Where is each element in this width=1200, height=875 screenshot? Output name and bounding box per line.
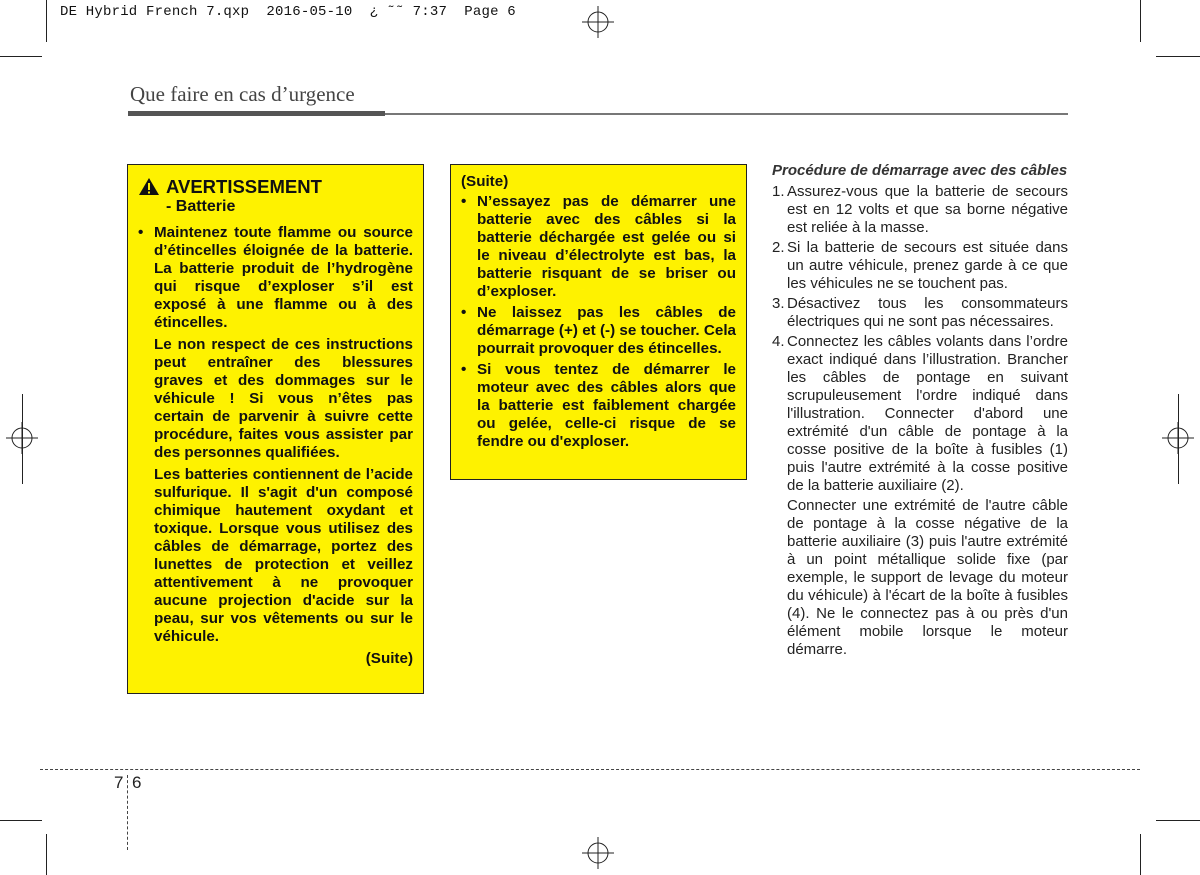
step-number: 3. xyxy=(772,295,785,312)
crop-mark xyxy=(22,394,23,484)
continued-label: (Suite) xyxy=(461,173,509,190)
procedure-step xyxy=(772,183,1068,237)
step-text: Désactivez tous les consommateurs électriques qui ne sont pas nécessaires. xyxy=(787,295,1068,330)
crop-mark xyxy=(46,834,47,875)
title-rule xyxy=(128,111,385,116)
crop-mark xyxy=(1156,820,1200,821)
crop-mark xyxy=(1178,394,1179,484)
crop-mark xyxy=(1156,56,1200,57)
warning-box-continued xyxy=(450,164,747,480)
warning-title: AVERTISSEMENT xyxy=(166,175,322,197)
step-number: 2. xyxy=(772,239,785,256)
warning-box xyxy=(127,164,424,694)
print-slug: DE Hybrid French 7.qxp 2016-05-10 ¿ ˜˜ 7:37 Page 6 xyxy=(60,4,516,20)
page-number: 6 xyxy=(132,773,142,792)
step-text: Connectez les câbles volants dans l’ordre exact indiqué dans l’illustration. Brancher les câbles de pontage en suivant scrupuleusement l'ordre indiqué dans l'illustration. Connecter d'abord une extrémité d'un câble de pontage à la cosse positive de la boîte à fusibles (1) puis l'autre extrémité à la cosse positive de la batterie auxiliaire (2). xyxy=(787,333,1068,494)
procedure-title: Procédure de démarrage avec des câbles xyxy=(772,162,1068,179)
section-title: Que faire en cas d’urgence xyxy=(130,82,355,106)
registration-mark-icon xyxy=(582,837,614,869)
warning-heading xyxy=(138,177,413,196)
step-paragraph: Connecter une extrémité de l'autre câble de pontage à la cosse négative de la batterie auxiliaire (3) puis l'autre extrémité à un point métallique solide fixe (par exemple, le support de levage du moteur du véhicule) à l'écart de la boîte à fusibles (4). Ne le connectez pas à ou près d'un élément mobile lorsque le moteur démarre. xyxy=(787,497,1068,658)
warning-bullet: • Si vous tentez de démarrer le moteur avec des câbles alors que la batterie est faiblement chargée ou gelée, celle-ci risque de se fendre ou d'exploser. xyxy=(461,361,736,451)
procedure-section xyxy=(772,162,1068,659)
step-text: Assurez-vous que la batterie de secours est en 12 volts et que sa borne négative est reliée à la masse. xyxy=(787,183,1068,236)
continued-label: (Suite) xyxy=(365,650,413,667)
warning-paragraph: Le non respect de ces instructions peut entraîner des blessures graves et des dommages sur le véhicule ! Si vous n’êtes pas certain de parvenir à suivre cette procédure, faites vous assister par des personnes qualifiées. xyxy=(154,336,413,461)
warning-bullet: • Ne laissez pas les câbles de démarrage (+) et (-) se toucher. Cela pourrait provoquer des étincelles. xyxy=(461,304,736,358)
crop-mark xyxy=(1140,0,1141,42)
crop-mark xyxy=(0,820,42,821)
registration-mark-icon xyxy=(582,6,614,38)
warning-bullet: • Maintenez toute flamme ou source d’étincelles éloignée de la batterie. La batterie produit de l’hydrogène qui risque d’exploser s’il est exposé à une flamme ou à des étincelles. xyxy=(138,224,413,332)
procedure-step xyxy=(772,239,1068,293)
step-number: 4. xyxy=(772,333,785,350)
warning-subtitle: - Batterie xyxy=(166,198,236,215)
crop-mark xyxy=(1140,834,1141,875)
footer-divider xyxy=(127,775,128,850)
step-number: 1. xyxy=(772,183,785,200)
crop-mark xyxy=(46,0,47,42)
title-rule xyxy=(385,113,1068,115)
warning-paragraph: Les batteries contiennent de l’acide sulfurique. Il s'agit d'un composé chimique hautement oxydant et toxique. Lorsque vous utilisez des câbles de démarrage, portez des lunettes de protection et veillez attentivement à ne provoquer aucune projection d'acide sur la peau, sur vos vêtements ou sur le véhicule. xyxy=(154,466,413,645)
procedure-step xyxy=(772,333,1068,495)
warning-bullet: • N’essayez pas de démarrer une batterie avec des câbles si la batterie déchargée est gelée ou si le niveau d’électrolyte est bas, la batterie risquant de se briser ou d’exploser. xyxy=(461,193,736,301)
footer-rule xyxy=(40,769,1140,770)
procedure-step xyxy=(772,295,1068,331)
chapter-number: 7 xyxy=(114,773,124,792)
crop-mark xyxy=(0,56,42,57)
step-text: Si la batterie de secours est située dans un autre véhicule, prenez garde à ce que les véhicules ne se touchent pas. xyxy=(787,239,1068,292)
warning-triangle-icon xyxy=(138,177,160,196)
